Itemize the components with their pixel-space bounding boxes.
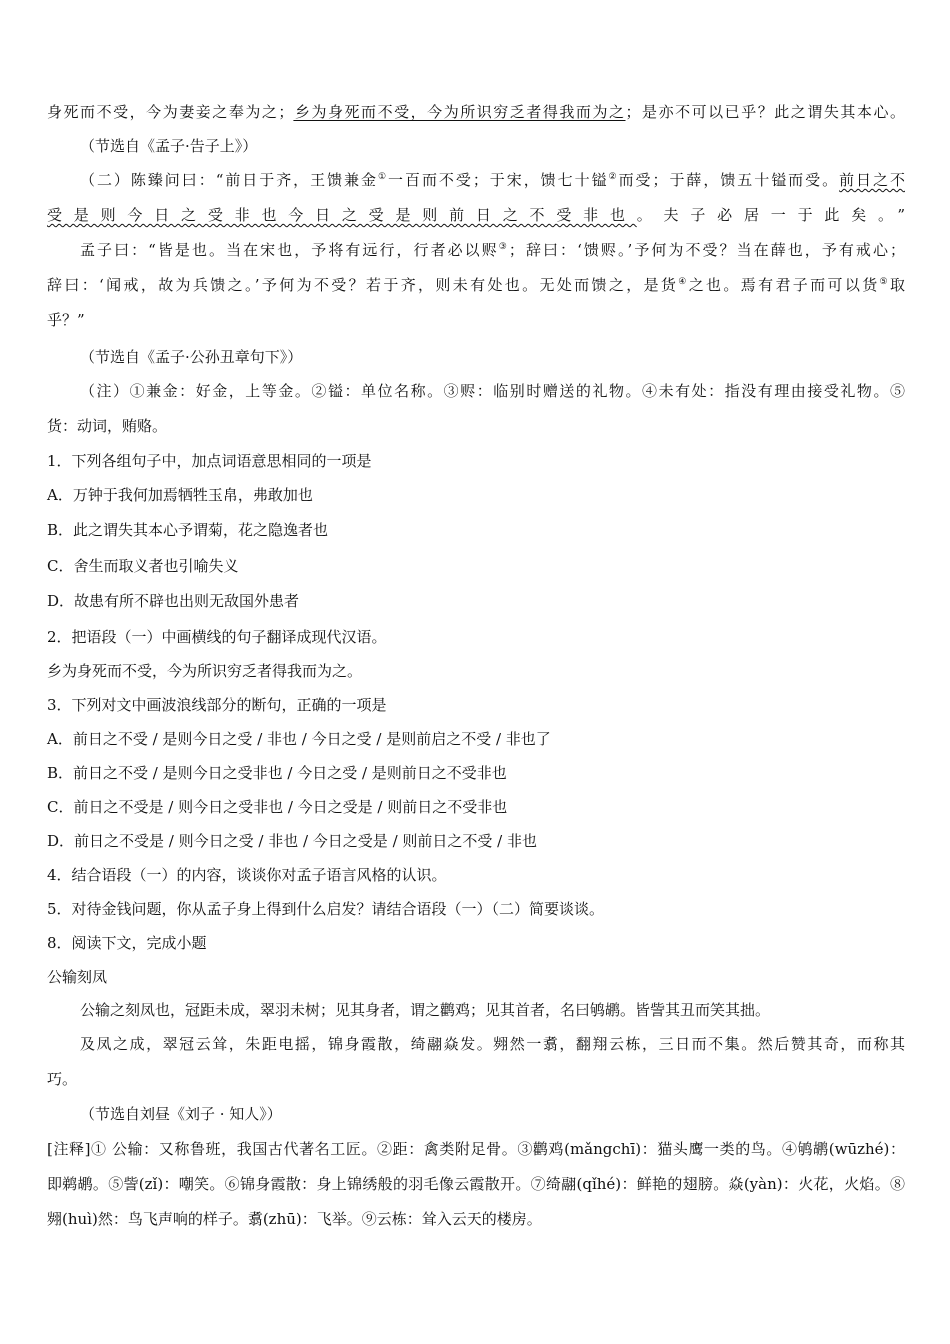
- question-5: 5．对待金钱问题，你从孟子身上得到什么启发？请结合语段（一）（二）简要谈谈。: [47, 900, 605, 918]
- question-1-option-d: D．故患有所不辟也出则无敌国外患者: [47, 592, 300, 610]
- question-3-option-c: C．前日之不受是 / 则今日之受非也 / 今日之受是 / 则前日之不受非也: [47, 798, 508, 816]
- reading-source: （节选自刘昼《刘子 · 知人》）: [80, 1105, 282, 1123]
- passage2-line3: 孟子曰：“皆是也。当在宋也，予将有远行，行者必以赆③；辞曰：‘馈赆。’予何为不受？当在薛也，予有戒心；: [80, 241, 906, 259]
- passage2-note-line1: （注）①兼金：好金，上等金。②镒：单位名称。③赆：临别时赠送的礼物。④未有处：指没有理由接受礼物。⑤: [80, 382, 905, 400]
- underlined-sentence: 乡为身死而不受，今为所识穷乏者得我而为之: [293, 103, 626, 121]
- question-1-option-c: C．舍生而取义者也引喻失义: [47, 557, 239, 575]
- reading-note-line2: 即鹈鹕。⑤訾(zǐ)：嘲笑。⑥锦身霞散：身上锦绣般的羽毛像云霞散开。⑦绮翮(qǐhé)：鲜艳的翅膀。焱(yàn)：火花，火焰。⑧: [47, 1175, 905, 1193]
- question-1: 1．下列各组句子中，加点词语意思相同的一项是: [47, 452, 372, 470]
- question-3-option-b: B．前日之不受 / 是则今日之受非也 / 今日之受 / 是则前日之不受非也: [47, 764, 507, 782]
- passage2-line2: 受是则今日之受非也今日之受是则前日之不受非也。夫子必居一于此矣。”: [47, 206, 905, 224]
- question-3-option-a: A．前日之不受 / 是则今日之受 / 非也 / 今日之受 / 是则前启之不受 / 非也了: [47, 730, 551, 748]
- question-2: 2．把语段（一）中画横线的句子翻译成现代汉语。: [47, 628, 387, 646]
- passage2-line5: 乎？”: [47, 311, 85, 329]
- reading-title: 公输刻凤: [47, 968, 108, 986]
- reading-paragraph-2-line1: 及凤之成，翠冠云耸，朱距电摇，锦身霞散，绮翮焱发。翙然一翥，翻翔云栋，三日而不集。然后赞其奇，而称其: [80, 1035, 905, 1053]
- wavy-sentence: 受是则今日之受非也今日之受是则前日之不受非也: [47, 206, 637, 224]
- passage2-note-line2: 货：动词，贿赂。: [47, 417, 168, 435]
- question-4: 4．结合语段（一）的内容，谈谈你对孟子语言风格的认识。: [47, 866, 447, 884]
- reading-intro: 8．阅读下文，完成小题: [47, 934, 207, 952]
- reading-note-line3: 翙(huì)然：鸟飞声响的样子。翥(zhū)：飞举。⑨云栋：耸入云天的楼房。: [47, 1210, 542, 1228]
- question-1-option-b: B．此之谓失其本心予谓菊，花之隐逸者也: [47, 521, 329, 539]
- question-2-sentence: 乡为身死而不受，今为所识穷乏者得我而为之。: [47, 662, 363, 680]
- passage2-line1: （二）陈臻问曰：“前日于齐，王馈兼金①一百而不受；于宋，馈七十镒②而受；于薛，馈五十镒而受。前日之不: [80, 171, 905, 189]
- passage1-source: （节选自《孟子·告子上》）: [80, 137, 258, 155]
- passage2-line4: 辞曰：‘闻戒，故为兵馈之。’予何为不受？若于齐，则未有处也。无处而馈之，是货④之也。焉有君子而可以货⑤取: [47, 276, 905, 294]
- passage2-source: （节选自《孟子·公孙丑章句下》）: [80, 348, 303, 366]
- question-1-option-a: A．万钟于我何加焉牺牲玉帛，弗敢加也: [47, 486, 313, 504]
- reading-paragraph-2-line2: 巧。: [47, 1070, 78, 1088]
- reading-paragraph-1: 公输之刻凤也，冠距未成，翠羽未树；见其身者，谓之鹳鸡；见其首者，名曰鸲鹕。皆訾其丑而笑其拙。: [80, 1001, 771, 1019]
- reading-note-line1: [注释]① 公输：又称鲁班，我国古代著名工匠。②距：禽类附足骨。③鹳鸡(mǎngchī)：猫头鹰一类的鸟。④鸲鹕(wūzhé)：: [47, 1140, 905, 1158]
- question-3: 3．下列对文中画波浪线部分的断句，正确的一项是: [47, 696, 387, 714]
- wavy-sentence-start: 前日之不: [839, 171, 905, 189]
- passage1-line1: 身死而不受，今为妻妾之奉为之；乡为身死而不受，今为所识穷乏者得我而为之；是亦不可以已乎？此之谓失其本心。: [47, 103, 905, 121]
- question-3-option-d: D．前日之不受是 / 则今日之受 / 非也 / 今日之受是 / 则前日之不受 / 非也: [47, 832, 537, 850]
